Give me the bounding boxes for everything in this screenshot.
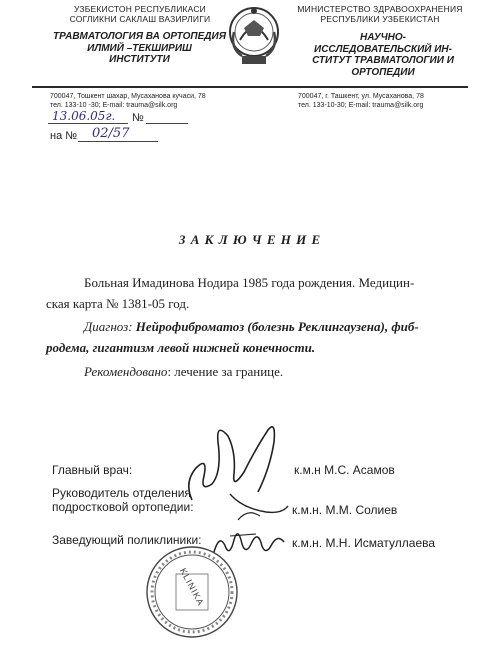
diagnosis-text-1: Нейрофиброматоз (болезнь Реклингаузена), фиб- — [132, 319, 419, 334]
recommendation-label: Рекомендовано — [84, 364, 168, 379]
state-emblem-icon — [226, 2, 282, 68]
chief-label: Главный врач: — [52, 463, 133, 477]
diagnosis-text-2: родема, гигантизм левой нижней конечности. — [46, 340, 316, 355]
header-left-institute — [32, 31, 247, 66]
reference-number: 02/57 — [92, 126, 130, 141]
header-left-country: УЗБЕКИСТОН РЕСПУБЛИКАСИ — [74, 4, 206, 14]
header-left-address: 700047, Тошкент шахар, Мусаханова кучаси, 78 — [50, 93, 206, 100]
dept-label-line1: Руководитель отделения — [52, 486, 191, 500]
dept-label — [52, 486, 194, 514]
header-right-ministry-line2: РЕСПУБЛИКИ УЗБЕКИСТАН — [320, 14, 440, 24]
header-left-institute-line3: ИНСТИТУТИ — [109, 54, 170, 65]
document-body — [46, 272, 474, 382]
header-right-institute-line2: ИССЛЕДОВАТЕЛЬСКИЙ ИН- — [314, 43, 452, 55]
header-right-institute-line1: НАУЧНО- — [360, 32, 406, 43]
header-right-institute-line4: ОРТОПЕДИИ — [351, 66, 415, 78]
header-left-ministry: СОГЛИКНИ САКЛАШ ВАЗИРЛИГИ — [69, 14, 211, 24]
header-right-contacts: тел. 133-10-30; E-mail: trauma@silk.org — [298, 102, 424, 109]
header-left-contacts: тел. 133-10 -30; E-mail: trauma@silk.org — [50, 102, 178, 109]
reference-date: 13.06.05г. — [52, 109, 116, 123]
signature-chief-icon — [178, 412, 298, 532]
header-left — [40, 4, 240, 24]
diagnosis-paragraph — [84, 316, 474, 337]
diagnosis-label: Диагноз: — [84, 319, 133, 334]
body-line-1: Больная Имадинова Нодира 1985 года рождения. Медицин- — [84, 275, 415, 290]
clinic-name: к.м.н. М.Н. Исматуллаева — [292, 536, 436, 550]
reference-na-line — [78, 141, 158, 142]
reference-na-label: на № — [50, 130, 78, 142]
document-title: З А К Л Ю Ч Е Н И Е — [178, 232, 322, 247]
dept-label-line2: подростковой ортопедии: — [52, 500, 194, 514]
header-right-address-block — [298, 92, 478, 110]
stamp-text: KLINIKA — [177, 566, 207, 608]
recommendation-paragraph — [84, 361, 474, 382]
dept-name: к.м.н. М.М. Солиев — [292, 503, 398, 517]
header-left-institute-line2: ИЛМИЙ –ТЕКШИРИШ — [87, 42, 192, 54]
header-right-institute — [298, 32, 468, 78]
header-divider — [32, 86, 468, 88]
header-left-address-block — [50, 92, 250, 110]
header-right-ministry-line1: МИНИСТЕРСТВО ЗДРАВООХРАНЕНИЯ — [297, 4, 463, 14]
recommendation-text: : лечение за границе. — [167, 364, 284, 379]
clinic-label: Заведующий поликлиники: — [52, 533, 202, 547]
body-line-2: ская карта № 1381-05 год. — [46, 296, 190, 311]
header-left-institute-line1: ТРАВМАТОЛОГИЯ ВА ОРТОПЕДИЯ — [52, 31, 227, 42]
reference-no-line — [146, 123, 188, 124]
chief-name: к.м.н М.С. Асамов — [294, 463, 395, 477]
reference-no-label: № — [132, 112, 144, 124]
header-right-address: 700047, г. Ташкент, ул. Мусаханова, 78 — [298, 93, 424, 100]
header-right — [285, 4, 475, 24]
reference-date-line — [48, 123, 128, 124]
clinic-stamp — [144, 544, 240, 640]
header-right-institute-line3: СТИТУТ ТРАВМАТОЛОГИИ И — [312, 55, 454, 66]
